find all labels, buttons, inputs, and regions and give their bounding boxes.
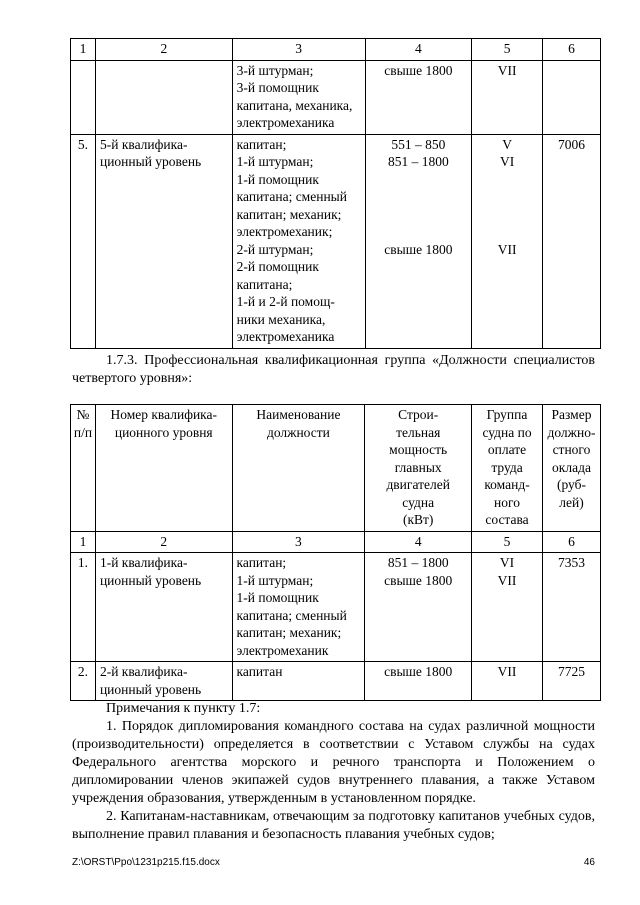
position-line: капитан [236, 664, 283, 679]
col-num-cell: 3 [232, 39, 365, 61]
col-num-cell: 6 [543, 39, 601, 61]
power-line: свыше 1800 [384, 62, 453, 78]
col-num-cell: 4 [365, 39, 472, 61]
position-line: электромеханик; [236, 224, 333, 239]
notes-section [72, 700, 595, 844]
vessel-group-cell [472, 662, 543, 701]
table-continuation [70, 38, 601, 349]
header-line: Строи- [398, 407, 439, 422]
position-line: электромеханик [236, 642, 329, 658]
specialists-table [70, 404, 601, 701]
level-line: ционный уровень [99, 681, 202, 697]
group-line: VII [497, 241, 517, 257]
table-header-row [71, 405, 601, 532]
header-line: Размер [551, 407, 592, 422]
level-line: 1-й квалифика- [99, 555, 188, 570]
header-line: мощность [389, 442, 448, 457]
col-num-cell: 3 [232, 531, 365, 553]
note-paragraph-2: 2. Капитанам-наставникам, отвечающим за подготовку капитанов учебных судов, выполнение правил плавания и безопасность плавания учебных судов; [72, 809, 595, 842]
header-line: Группа [486, 407, 528, 422]
level-line: ционный уровень [99, 154, 202, 169]
col-num-cell: 5 [472, 39, 543, 61]
row-number: 2. [71, 662, 96, 701]
group-line: VII [497, 664, 517, 679]
group-line: VII [497, 572, 517, 588]
page-footer [72, 857, 595, 868]
salary-cell: 7725 [542, 662, 600, 701]
engine-power-cell [365, 553, 472, 662]
row-number: 1. [71, 553, 96, 662]
header-line: состава [485, 512, 529, 527]
power-line: свыше 1800 [384, 664, 453, 679]
position-line: 3-й штурман; [236, 62, 314, 78]
header-line: (руб- [556, 477, 586, 492]
column-number-row [71, 39, 601, 61]
qualification-level [95, 60, 232, 134]
position-line: электромеханика [236, 329, 335, 344]
header-qualification-level [95, 405, 232, 532]
positions-cell [232, 60, 365, 134]
header-line: труда [491, 459, 523, 475]
group-line: VII [497, 62, 517, 78]
position-line: капитана; сменный [236, 189, 347, 204]
qualification-level [95, 553, 232, 662]
level-line: 5-й квалифика- [99, 136, 188, 152]
vessel-group-cell [472, 553, 543, 662]
header-line: Номер квалифика- [110, 407, 218, 422]
position-line: капитан; механик; [236, 206, 342, 222]
header-line: судна по [482, 424, 532, 440]
table-row [71, 60, 601, 134]
position-line: капитана, механика, [236, 97, 353, 113]
table-row [71, 134, 601, 348]
vessel-group-cell [472, 134, 543, 348]
header-line: стного [552, 442, 591, 457]
positions-cell [232, 662, 365, 701]
salary-cell [543, 60, 601, 134]
notes-title: Примечания к пункту 1.7: [106, 701, 261, 716]
group-line: VI [500, 154, 515, 169]
section-heading [72, 352, 595, 388]
row-number: 5. [71, 134, 96, 348]
power-line: 551 – 850 [391, 136, 446, 152]
column-number-row [71, 531, 601, 553]
positions-cell [232, 134, 365, 348]
col-num-cell: 1 [71, 531, 96, 553]
header-line: лей) [559, 494, 584, 510]
col-num-cell: 2 [95, 531, 232, 553]
table-row [71, 662, 601, 701]
power-line: 851 – 1800 [388, 154, 449, 169]
header-line: ционного уровня [114, 424, 213, 440]
header-engine-power [365, 405, 472, 532]
power-line: свыше 1800 [384, 572, 453, 588]
engine-power-cell [365, 662, 472, 701]
header-line: (кВт) [402, 512, 434, 527]
position-line: 2-й помощник [236, 259, 319, 274]
header-line: двигателей [386, 477, 450, 492]
header-line: оплате [487, 442, 527, 457]
header-line: ного [494, 494, 520, 510]
header-line: п/п [73, 424, 93, 440]
position-line: капитана; сменный [236, 607, 347, 623]
position-line: капитан; механик; [236, 625, 342, 640]
header-line: судна [402, 494, 435, 510]
vessel-group-cell [472, 60, 543, 134]
col-num-cell: 2 [95, 39, 232, 61]
level-line: 2-й квалифика- [99, 664, 188, 679]
header-line: оклада [552, 459, 591, 475]
header-line: должно- [547, 424, 596, 440]
col-num-cell: 4 [365, 531, 472, 553]
power-line: 851 – 1800 [387, 555, 449, 570]
qualification-level [95, 662, 232, 701]
col-num-cell: 1 [71, 39, 96, 61]
table-row [71, 553, 601, 662]
engine-power-cell [365, 134, 472, 348]
position-line: 2-й штурман; [236, 241, 314, 257]
position-line: 1-й штурман; [236, 572, 314, 588]
level-line: ционный уровень [99, 572, 202, 588]
qualification-level [95, 134, 232, 348]
row-number [71, 60, 96, 134]
header-position-name [232, 405, 365, 532]
header-line: Наименование [256, 407, 341, 422]
col-num-cell: 6 [542, 531, 600, 553]
position-line: 1-й и 2-й помощ- [236, 294, 335, 309]
col-num-cell: 5 [472, 531, 543, 553]
page-number: 46 [583, 857, 595, 868]
power-line: свыше 1800 [384, 241, 453, 257]
header-vessel-group [472, 405, 543, 532]
position-line: капитана; [236, 276, 293, 292]
group-line: VI [499, 555, 515, 570]
position-line: ники механика, [236, 311, 326, 327]
note-paragraph-1: 1. Порядок дипломирования командного состава на судах различной мощности (производительности) определяется в соответствии с Уставом службы на судах Федерального агентства морского и речного транспорта и Положением о дипломировании членов экипажей судов внутреннего плавания, а также Уставом учреждения образования, утвержденным в установленном порядке. [72, 719, 595, 806]
position-line: 1-й помощник [236, 171, 319, 187]
salary-cell: 7353 [542, 553, 600, 662]
position-line: 1-й помощник [236, 590, 319, 605]
header-line: команд- [484, 477, 530, 492]
group-line: V [502, 136, 513, 152]
engine-power-cell [365, 60, 472, 134]
header-line: тельная [396, 424, 441, 440]
header-line: № [76, 407, 90, 422]
header-line: главных [394, 459, 442, 475]
salary-cell: 7006 [543, 134, 601, 348]
position-line: 1-й штурман; [236, 154, 314, 169]
position-line: электромеханика [236, 115, 335, 130]
header-salary [542, 405, 600, 532]
file-path: Z:\ORST\Ppo\1231p215.f15.docx [72, 857, 220, 868]
position-line: 3-й помощник [236, 80, 319, 95]
position-line: капитан; [236, 555, 287, 570]
section-heading-text: 1.7.3. Профессиональная квалификационная группа «Должности специалистов четвертого уровня»: [72, 353, 595, 386]
header-line: должности [266, 424, 330, 440]
position-line: капитан; [236, 136, 287, 152]
positions-cell [232, 553, 365, 662]
header-number [71, 405, 96, 532]
